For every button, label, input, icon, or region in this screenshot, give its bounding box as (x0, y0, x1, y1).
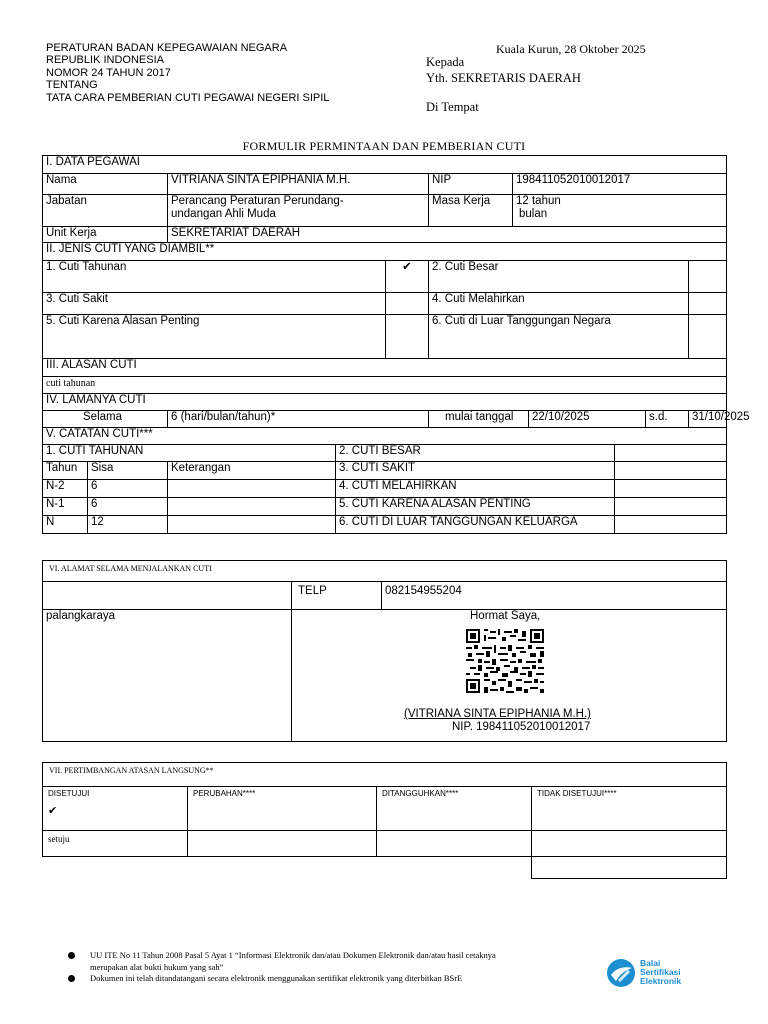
bullet-icon (68, 952, 75, 959)
record-remaining: 6 (88, 498, 168, 516)
end-value: 31/10/2025 (689, 411, 727, 428)
supervisor-signature (532, 857, 727, 879)
postponed-label: DITANGGUHKAN**** (377, 787, 532, 831)
leave-unpaid: 6. Cuti di Luar Tanggungan Negara (429, 315, 689, 359)
leave-maternity-check (689, 293, 727, 315)
col-remaining: Sisa (88, 462, 168, 480)
place-date: Kuala Kurun, 28 Oktober 2025 (496, 42, 646, 56)
record-remaining: 12 (88, 516, 168, 534)
record-maternity: 4. CUTI MELAHIRKAN (336, 480, 615, 498)
signature-space (188, 857, 377, 879)
to-label: Kepada (426, 55, 465, 69)
record-unpaid-value (615, 516, 727, 534)
regards: Hormat Saya, (470, 610, 541, 622)
signature-space (377, 857, 532, 879)
nip-value: 198411052010012017 (513, 174, 727, 195)
section-4-title: IV. LAMANYA CUTI (43, 394, 727, 411)
leave-maternity: 4. Cuti Melahirkan (429, 293, 689, 315)
signer-name: (VITRIANA SINTA EPIPHANIA M.H.) (404, 708, 592, 720)
rejected-note (532, 831, 727, 857)
col-note: Keterangan (168, 462, 336, 480)
record-year: N (43, 516, 88, 534)
record-note (168, 480, 336, 498)
footer-law-line-2: merupakan alat bukti hukum yang sah” (90, 962, 224, 972)
leave-reason: cuti tahunan (43, 377, 727, 394)
leave-form-table (42, 155, 750, 534)
signature-cell (292, 610, 727, 742)
leave-big-check (689, 261, 727, 293)
regulation-header (46, 42, 329, 104)
bsre-logo (606, 956, 706, 988)
logo-line-3: Elektronik (640, 976, 682, 986)
leave-big: 2. Cuti Besar (429, 261, 689, 293)
supervisor-table (42, 762, 727, 879)
section-1-title: I. DATA PEGAWAI (43, 156, 727, 174)
unit-label: Unit Kerja (43, 227, 168, 243)
leave-important: 5. Cuti Karena Alasan Penting (43, 315, 386, 359)
section-7-title: VII. PERTIMBANGAN ATASAN LANGSUNG** (43, 763, 727, 787)
record-note (168, 516, 336, 534)
header-line: TATA CARA PEMBERIAN CUTI PEGAWAI NEGERI SIPIL (46, 91, 330, 104)
position-label: Jabatan (43, 195, 168, 227)
col-year: Tahun (43, 462, 88, 480)
supervisor-note: setuju (43, 831, 188, 857)
approved-label: DISETUJUI (48, 789, 90, 798)
duration-value: 6 (hari/bulan/tahun)* (168, 411, 429, 428)
leave-annual: 1. Cuti Tahunan (43, 261, 386, 293)
tenure-years: 12 tahun (516, 195, 561, 207)
leave-sick: 3. Cuti Sakit (43, 293, 386, 315)
nip-label: NIP (429, 174, 513, 195)
name-label: Nama (43, 174, 168, 195)
record-remaining: 6 (88, 480, 168, 498)
leave-address: palangkaraya (43, 610, 292, 742)
record-sick: 3. CUTI SAKIT (336, 462, 615, 480)
start-value: 22/10/2025 (529, 411, 646, 428)
leave-sick-check (386, 293, 429, 315)
header-line: NOMOR 24 TAHUN 2017 (46, 66, 171, 79)
location: Di Tempat (426, 100, 479, 114)
record-important-value (615, 498, 727, 516)
footer-signature-note: Dokumen ini telah ditandatangani secara elektronik menggunakan sertifikat elektronik yang diterbitkan BSrE (90, 973, 463, 983)
record-big-value (615, 445, 727, 462)
tenure-months: bulan (519, 208, 548, 220)
header-line: REPUBLIK INDONESIA (46, 54, 164, 67)
qr-code-icon (466, 629, 544, 693)
check-icon: ✔ (48, 805, 58, 817)
address-table (42, 560, 727, 742)
record-maternity-value (615, 480, 727, 498)
position-line-1: Perancang Peraturan Perundang- (171, 195, 344, 207)
footer-law-line-1: UU ITE No 11 Tahun 2008 Pasal 5 Ayat 1 “Informasi Elektronik dan/atau Dokumen Elektronik dan/atau hasil cetaknya (90, 950, 496, 960)
form-title: FORMULIR PERMINTAAN DAN PEMBERIAN CUTI (242, 139, 526, 153)
leave-important-check (386, 315, 429, 359)
postponed-note (377, 831, 532, 857)
tenure-value (513, 195, 727, 227)
section-6-title: VI. ALAMAT SELAMA MENJALANKAN CUTI (43, 561, 727, 582)
end-label: s.d. (646, 411, 689, 428)
record-big: 2. CUTI BESAR (336, 445, 615, 462)
signer-nip: NIP. 198411052010012017 (452, 721, 591, 733)
recipient: Yth. SEKRETARIS DAERAH (426, 71, 581, 85)
record-unpaid: 6. CUTI DI LUAR TANGGUNGAN KELUARGA (336, 516, 615, 534)
section-5-title: V. CATATAN CUTI*** (43, 428, 727, 445)
record-sick-value (615, 462, 727, 480)
bullet-icon (68, 975, 75, 982)
tenure-label: Masa Kerja (429, 195, 513, 227)
header-line: PERATURAN BADAN KEPEGAWAIAN NEGARA (46, 42, 288, 54)
footer-law (90, 949, 590, 973)
logo-line-1: Balai (640, 958, 661, 968)
phone-value: 082154955204 (382, 582, 727, 610)
position-line-2: undangan Ahli Muda (171, 208, 276, 220)
address-blank (43, 582, 292, 610)
header-line: TENTANG (46, 79, 98, 92)
leave-unpaid-check (689, 315, 727, 359)
section-2-title: II. JENIS CUTI YANG DIAMBIL** (43, 243, 727, 261)
start-label: mulai tanggal (429, 411, 529, 428)
changed-label: PERUBAHAN**** (188, 787, 377, 831)
logo-line-2: Sertifikasi (640, 967, 681, 977)
check-icon: ✔ (386, 261, 429, 293)
rejected-label: TIDAK DISETUJUI**** (532, 787, 727, 831)
section-3-title: III. ALASAN CUTI (43, 359, 727, 377)
addressee-block (426, 42, 726, 122)
duration-label: Selama (43, 411, 168, 428)
record-year: N-2 (43, 480, 88, 498)
position-value (168, 195, 429, 227)
changed-note (188, 831, 377, 857)
signature-space (43, 857, 188, 879)
annual-record-title: 1. CUTI TAHUNAN (43, 445, 336, 462)
approved-cell (43, 787, 188, 831)
record-note (168, 498, 336, 516)
record-important: 5. CUTI KARENA ALASAN PENTING (336, 498, 615, 516)
name-value: VITRIANA SINTA EPIPHANIA M.H. (168, 174, 429, 195)
unit-value: SEKRETARIAT DAERAH (168, 227, 727, 243)
record-year: N-1 (43, 498, 88, 516)
bsre-logo-icon (606, 958, 636, 988)
phone-label: TELP (292, 582, 382, 610)
